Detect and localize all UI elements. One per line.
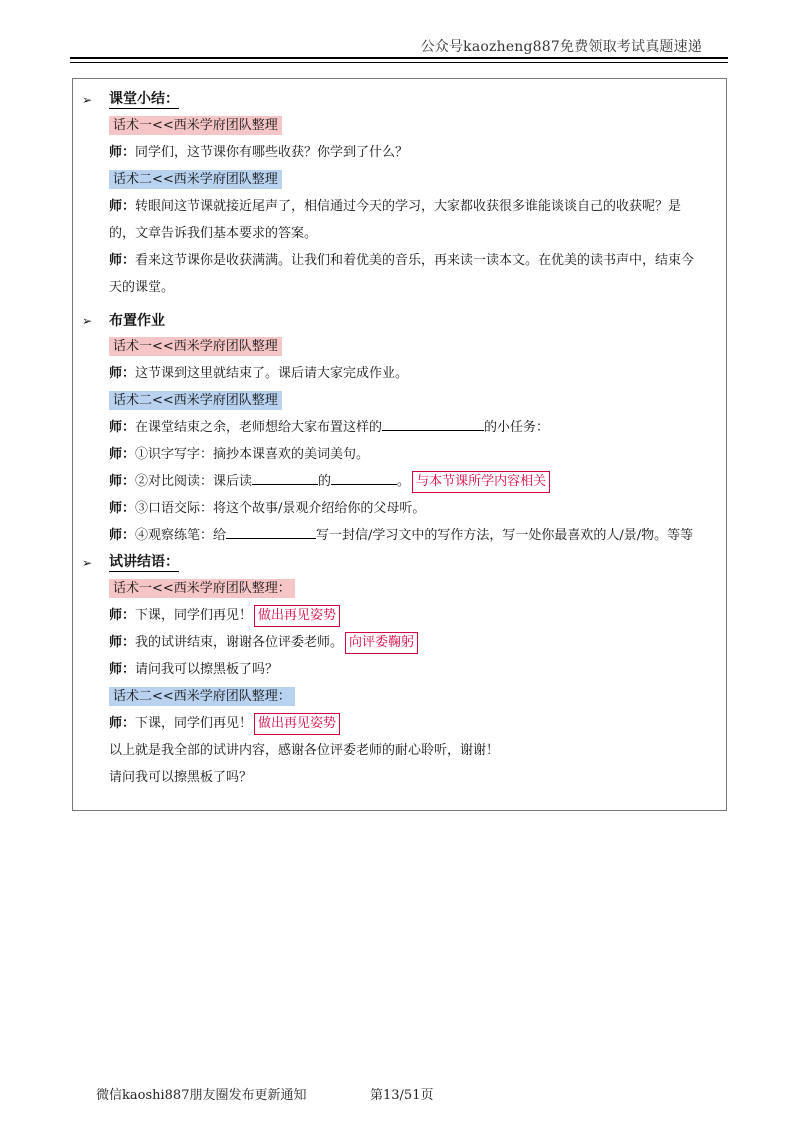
teacher-line <box>82 441 722 468</box>
line-text: ③口语交际：将这个故事/景观介绍给你的父母听。 <box>135 501 426 516</box>
line-text: 的小任务： <box>484 420 550 435</box>
line-text: 请问我可以擦黑板了吗？ <box>135 662 279 677</box>
header-rule-thin <box>70 62 728 63</box>
script-tag-line <box>82 387 722 414</box>
speaker-label: 师： <box>109 145 136 160</box>
section-heading <box>82 551 722 575</box>
footer-notice: 微信kaoshi887朋友圈发布更新通知 <box>96 1088 307 1103</box>
script-tag: 话术二<<西米学府团队整理 <box>109 170 282 189</box>
line-text: 下课，同学们再见！ <box>135 716 253 731</box>
script-tag: 话术一<<西米学府团队整理 <box>109 116 282 135</box>
line-text: 在课堂结束之余，老师想给大家布置这样的 <box>135 420 383 435</box>
page-number: 第13/51页 <box>370 1088 434 1103</box>
line-text: 下课，同学们再见！ <box>135 608 253 623</box>
script-tag-line <box>82 166 722 193</box>
script-tag-line <box>82 575 722 602</box>
speaker-label: 师： <box>109 528 136 543</box>
line-text: ④观察练笔：给 <box>135 528 227 543</box>
closing-line: 请问我可以擦黑板了吗？ <box>109 770 253 785</box>
annotation-box: 向评委鞠躬 <box>345 632 418 654</box>
annotation-box: 与本节课所学内容相关 <box>412 471 550 493</box>
speaker-label: 师： <box>109 474 136 489</box>
script-tag: 话术二<<西米学府团队整理 <box>109 391 282 410</box>
arrow-bullet-icon: ➢ <box>82 314 93 328</box>
script-tag: 话术一<<西米学府团队整理 <box>109 337 282 356</box>
teacher-line <box>82 139 722 166</box>
line-text: 这节课到这里就结束了。课后请大家完成作业。 <box>135 366 409 381</box>
speaker-label: 师： <box>109 366 136 381</box>
arrow-bullet-icon: ➢ <box>82 556 93 570</box>
annotation-box: 做出再见姿势 <box>254 713 340 735</box>
section-title: 试讲结语： <box>109 554 179 570</box>
arrow-bullet-icon: ➢ <box>82 93 93 107</box>
teacher-line <box>82 522 722 549</box>
line-text: 看来这节课你是收获满满。让我们和着优美的音乐，再来读一读本文。在优美的读书声中，结束今 <box>135 253 695 268</box>
teacher-line <box>82 247 722 274</box>
fill-blank <box>226 524 316 539</box>
speaker-label: 师： <box>109 608 136 623</box>
line-text: 同学们，这节课你有哪些收获？你学到了什么？ <box>135 145 409 160</box>
teacher-line <box>82 656 722 683</box>
script-tag-line <box>82 683 722 710</box>
line-text: 我的试讲结束，谢谢各位评委老师。 <box>135 635 344 650</box>
speaker-label: 师： <box>109 447 136 462</box>
teacher-line <box>82 495 722 522</box>
teacher-line <box>82 193 722 220</box>
speaker-label: 师： <box>109 635 136 650</box>
line-continuation: 的，文章告诉我们基本要求的答案。 <box>109 226 318 241</box>
speaker-label: 师： <box>109 199 136 214</box>
teacher-line <box>82 468 722 495</box>
fill-blank <box>252 470 318 485</box>
header-rule-thick <box>70 57 728 59</box>
teacher-line <box>82 629 722 656</box>
line-text: 的 <box>318 474 332 489</box>
annotation-box: 做出再见姿势 <box>254 605 340 627</box>
speaker-label: 师： <box>109 501 136 516</box>
speaker-label: 师： <box>109 662 136 677</box>
speaker-label: 师： <box>109 420 136 435</box>
line-text: ②对比阅读：课后读 <box>135 474 253 489</box>
fill-blank <box>382 416 484 431</box>
line-text: 转眼间这节课就接近尾声了，相信通过今天的学习，大家都收获很多谁能谈谈自己的收获呢？是 <box>135 199 682 214</box>
document-body <box>82 82 722 791</box>
line-text: 写一封信/学习文中的写作方法，写一处你最喜欢的人/景/物。等等 <box>316 528 694 543</box>
speaker-label: 师： <box>109 716 136 731</box>
teacher-line <box>82 360 722 387</box>
script-tag-line <box>82 112 722 139</box>
script-tag: 话术二<<西米学府团队整理： <box>109 687 295 706</box>
line-text: ①识字写字：摘抄本课喜欢的美词美句。 <box>135 447 370 462</box>
script-tag-line <box>82 333 722 360</box>
fill-blank <box>331 470 397 485</box>
section-heading <box>82 309 722 333</box>
section-heading <box>82 88 722 112</box>
section-title: 课堂小结： <box>109 91 179 107</box>
teacher-line <box>82 602 722 629</box>
line-continuation: 天的课堂。 <box>109 280 175 295</box>
teacher-line <box>82 414 722 441</box>
page-header: 公众号kaozheng887免费领取考试真题速递 <box>420 39 702 55</box>
line-text: 。 <box>397 474 411 489</box>
speaker-label: 师： <box>109 253 136 268</box>
closing-line: 以上就是我全部的试讲内容，感谢各位评委老师的耐心聆听，谢谢！ <box>109 743 500 758</box>
section-title: 布置作业 <box>109 312 165 329</box>
script-tag: 话术一<<西米学府团队整理： <box>109 579 295 598</box>
teacher-line <box>82 710 722 737</box>
